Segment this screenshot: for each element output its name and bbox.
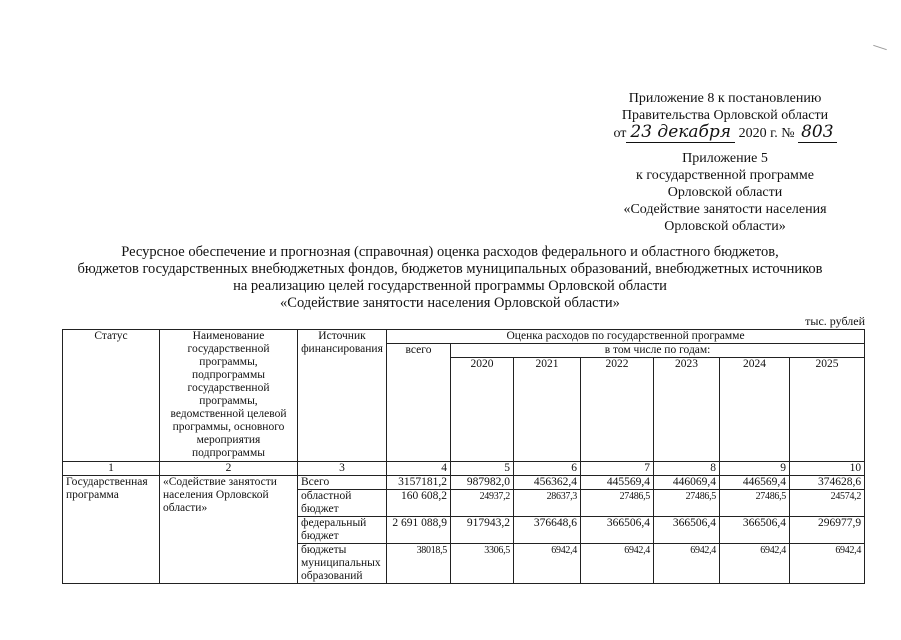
resource-table: [62, 329, 865, 584]
title-line4: «Содействие занятости населения Орловской области»: [280, 295, 620, 311]
value-cell: 28637,3: [514, 490, 581, 517]
appendix5-line4: «Содействие занятости населения: [623, 202, 827, 217]
col-total-header: всего: [387, 344, 451, 462]
value-cell: 27486,5: [720, 490, 790, 517]
order-line: [600, 124, 850, 142]
value-cell: 160 608,2: [387, 490, 451, 517]
year-header: 2023: [654, 358, 720, 462]
title-line3: на реализацию целей государственной программы Орловской области: [233, 278, 667, 294]
col-number: 7: [581, 462, 654, 476]
value-cell: 446569,4: [720, 476, 790, 490]
value-cell: 38018,5: [387, 544, 451, 584]
appendix5-line5: Орловской области»: [664, 219, 786, 234]
col-status-header: Статус: [63, 330, 160, 462]
value-cell: 446069,4: [654, 476, 720, 490]
value-cell: 456362,4: [514, 476, 581, 490]
col-by-years-header: в том числе по годам:: [451, 344, 865, 358]
value-cell: 296977,9: [790, 517, 865, 544]
value-cell: 3157181,2: [387, 476, 451, 490]
col-source-header: Источник финансирования: [298, 330, 387, 462]
order-date-handwritten: 23 декабря: [626, 122, 735, 143]
appendix5-block: [600, 150, 850, 235]
table-row: [63, 476, 865, 490]
year-header: 2021: [514, 358, 581, 462]
value-cell: 6942,4: [790, 544, 865, 584]
col-number: 1: [63, 462, 160, 476]
source-cell: областной бюджет: [298, 490, 387, 517]
col-number: 5: [451, 462, 514, 476]
document-title: [40, 244, 860, 312]
year-header: 2022: [581, 358, 654, 462]
source-cell: Всего: [298, 476, 387, 490]
program-name-cell: «Содействие занятости населения Орловской области»: [160, 476, 298, 584]
col-number: 6: [514, 462, 581, 476]
value-cell: 376648,6: [514, 517, 581, 544]
col-number: 8: [654, 462, 720, 476]
value-cell: 374628,6: [790, 476, 865, 490]
year-header: 2020: [451, 358, 514, 462]
value-cell: 6942,4: [581, 544, 654, 584]
value-cell: 6942,4: [654, 544, 720, 584]
value-cell: 27486,5: [654, 490, 720, 517]
value-cell: 24574,2: [790, 490, 865, 517]
scan-mark: [873, 45, 887, 50]
source-cell: федеральный бюджет: [298, 517, 387, 544]
appendix5-line1: Приложение 5: [682, 151, 768, 166]
order-prefix: от: [613, 126, 627, 141]
col-estimate-header: Оценка расходов по государственной программе: [387, 330, 865, 344]
appendix8-block: [600, 90, 850, 142]
col-name-header: Наименование государственной программы, подпрограммы государственной программы, ведомственной целевой программы, основного мероприятия подпрограммы: [160, 330, 298, 462]
column-numbers-row: [63, 462, 865, 476]
value-cell: 3306,5: [451, 544, 514, 584]
value-cell: 366506,4: [720, 517, 790, 544]
value-cell: 987982,0: [451, 476, 514, 490]
header-row-1: [63, 330, 865, 344]
value-cell: 366506,4: [654, 517, 720, 544]
value-cell: 24937,2: [451, 490, 514, 517]
value-cell: 445569,4: [581, 476, 654, 490]
appendix8-line2: Правительства Орловской области: [621, 108, 829, 123]
value-cell: 27486,5: [581, 490, 654, 517]
value-cell: 366506,4: [581, 517, 654, 544]
value-cell: 917943,2: [451, 517, 514, 544]
order-year: 2020 г. №: [738, 126, 795, 141]
year-header: 2025: [790, 358, 865, 462]
col-number: 2: [160, 462, 298, 476]
title-line1: Ресурсное обеспечение и прогнозная (справочная) оценка расходов федерального и областного бюджетов,: [121, 244, 779, 260]
col-number: 9: [720, 462, 790, 476]
value-cell: 2 691 088,9: [387, 517, 451, 544]
col-number: 3: [298, 462, 387, 476]
value-cell: 6942,4: [514, 544, 581, 584]
order-number-handwritten: 803: [798, 122, 836, 143]
value-cell: 6942,4: [720, 544, 790, 584]
source-cell: бюджеты муниципальных образований: [298, 544, 387, 584]
appendix5-line3: Орловской области: [667, 185, 783, 200]
appendix5-line2: к государственной программе: [636, 168, 814, 183]
units-label: тыс. рублей: [805, 314, 865, 328]
col-number: 10: [790, 462, 865, 476]
col-number: 4: [387, 462, 451, 476]
year-header: 2024: [720, 358, 790, 462]
status-cell: Государственная программа: [63, 476, 160, 584]
appendix8-line1: Приложение 8 к постановлению: [628, 91, 822, 106]
title-line2: бюджетов государственных внебюджетных фондов, бюджетов муниципальных образований, внебюджетных источников: [77, 261, 823, 277]
